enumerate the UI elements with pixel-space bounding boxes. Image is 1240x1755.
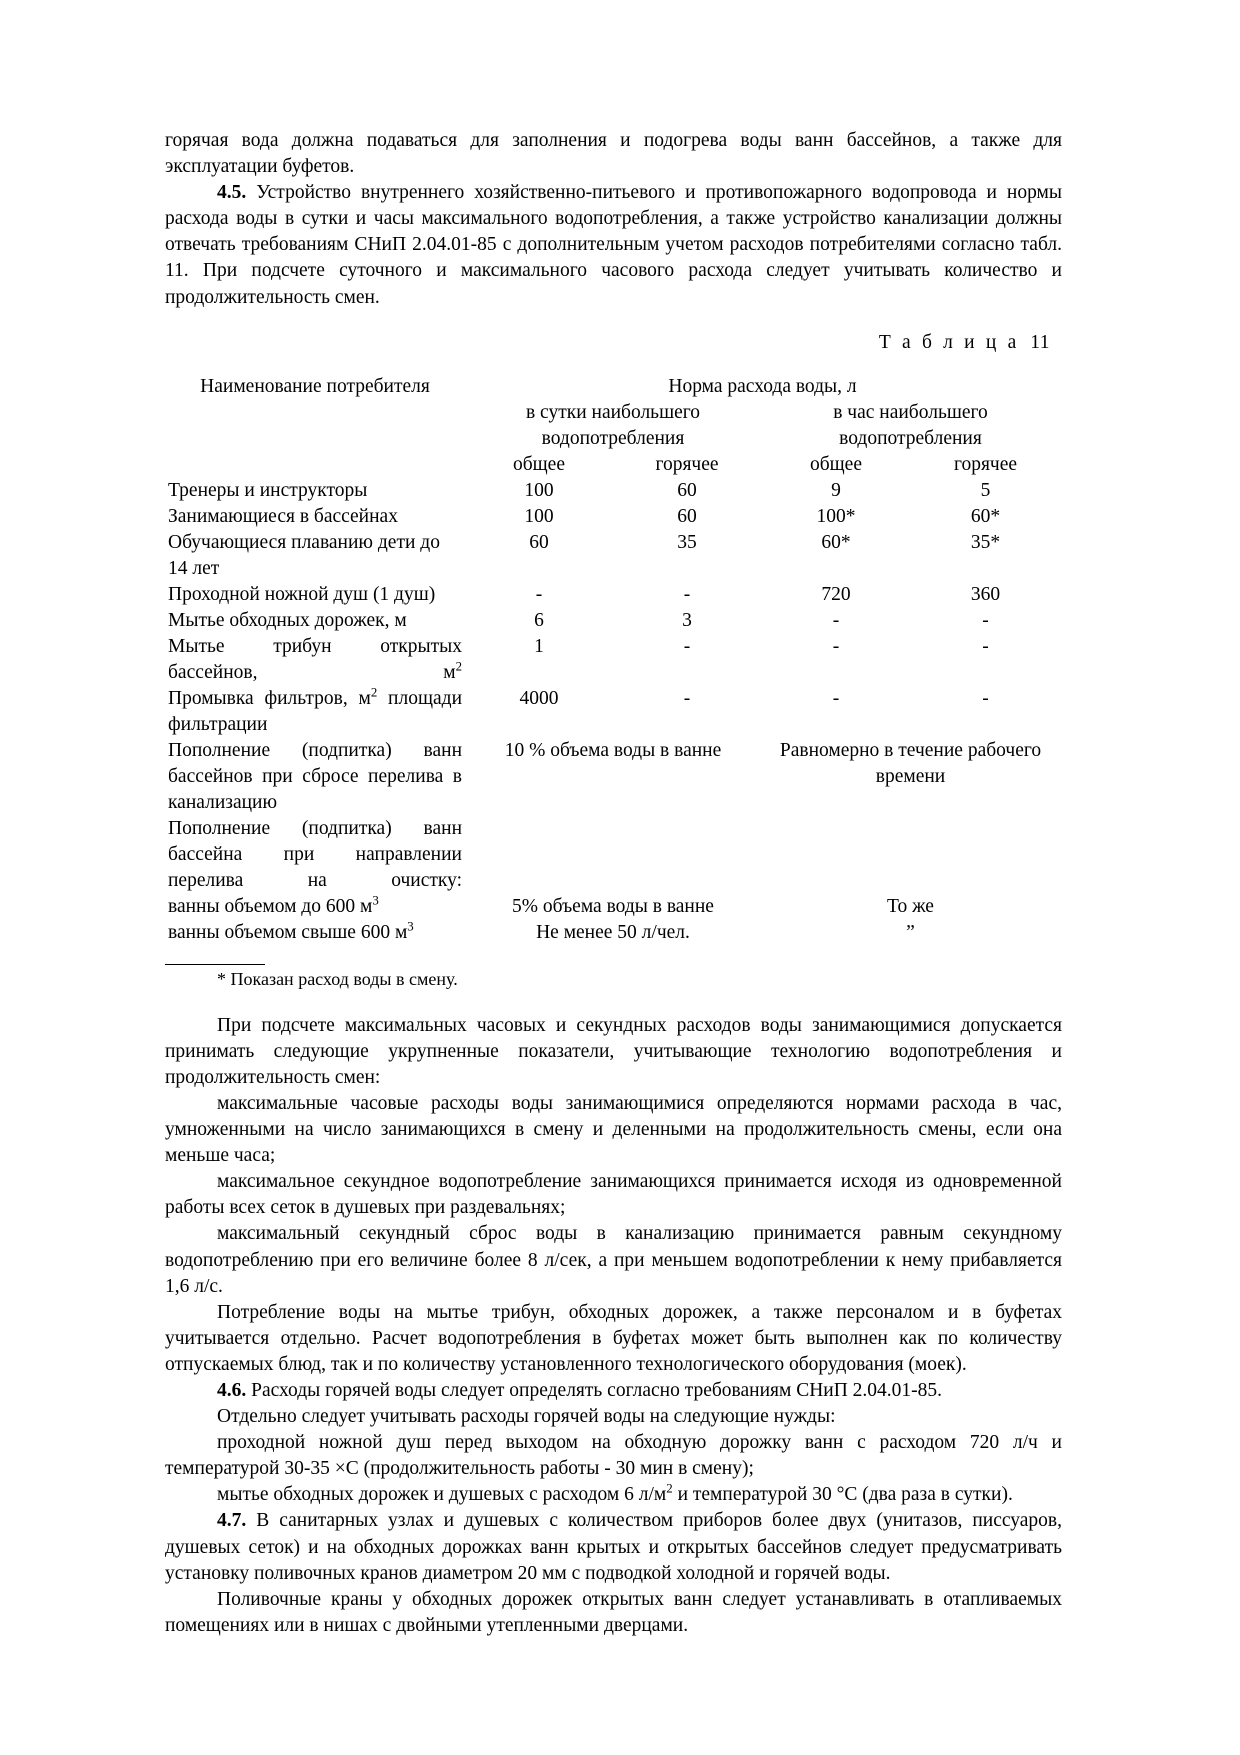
table-caption-number: 11 (1030, 331, 1050, 353)
cell-hour-hot: - (982, 687, 989, 709)
table-caption-label: Т а б л и ц а (878, 331, 1020, 353)
header-cell-hour-total: общее (810, 453, 862, 475)
row-name: ванны объемом до 600 $м^3$ (168, 893, 379, 917)
header-cell-day-hot: горячее (655, 453, 719, 475)
clause-4-5-text: Устройство внутреннего хозяйственно-питьевого и противопожарного водопровода и нормы расхода воды в сутки и часы максимального водопотребления, а также устройство канализации должны отвечать требованиям СНиП 2.04.01-85 с дополнительным учетом расходов потребителями согласно табл. 11. При подсчете суточного и максимального часового расхода следует учитывать количество и продолжительность смен. (165, 182, 1062, 308)
row-name: ванны объемом свыше 600 $м^3$ (168, 919, 414, 943)
cell-hour-merged (761, 816, 1060, 894)
cell-hour-hot: 360 (970, 583, 1001, 605)
footnote-rule (165, 964, 265, 965)
cell-hour-hot: - (982, 609, 989, 631)
cell-day-hot: 35 (677, 531, 697, 553)
table-row (165, 582, 1060, 608)
clause-4-6-number: 4.6. (217, 1379, 247, 1401)
cell-day-hot: - (683, 635, 691, 657)
cell-day-total: 100 (524, 505, 554, 527)
cell-day-total: 6 (534, 609, 544, 631)
cell-hour-hot: 60* (970, 505, 1001, 527)
body-paragraph-4: максимальный секундный сброс воды в канализацию принимается равным секундному водопотреблению при его величине более 8 л/сек, а при меньшем водопотреблении к нему прибавляется 1,6 л/с. (165, 1223, 1062, 1297)
table-11-wrapper (165, 374, 1060, 946)
header-cell-per-day: в сутки наибольшего водопотребления (525, 401, 701, 449)
clause-4-7-number: 4.7. (217, 1510, 247, 1532)
table-row (165, 634, 1060, 686)
cell-hour-hot: - (982, 635, 989, 657)
table-row (165, 686, 1060, 738)
clause-4-6 (165, 1378, 1062, 1404)
paragraph-continued: горячая вода должна подаваться для заполнения и подогрева воды ванн бассейнов, а также для эксплуатации буфетов. (165, 130, 1062, 178)
header-cell-hour-hot: горячее (953, 453, 1018, 475)
cell-day-hot: - (683, 687, 691, 709)
cell-hour-merged: ” (906, 921, 915, 943)
table-row (165, 608, 1060, 634)
cell-hour-hot: 35* (970, 531, 1001, 553)
cell-day-total: 60 (529, 531, 549, 553)
footnote-text: * Показан расход воды в смену. (217, 968, 458, 989)
table-row-merged (165, 894, 1060, 920)
table-row-merged (165, 738, 1060, 816)
header-cell-consumer: Наименование потребителя (200, 375, 430, 397)
row-name: Проходной ножной душ (1 душ) (168, 583, 436, 605)
spacer (165, 991, 1062, 1013)
row-name: Пополнение (подпитка) ванн бассейнов при сбросе перелива в канализацию (168, 739, 462, 813)
cell-hour-total: - (832, 609, 840, 631)
body-paragraph-1: При подсчете максимальных часовых и секундных расходов воды занимающимися допускается принимать следующие укрупненные показатели, учитывающие технологию водопотребления и продолжительность смен: (165, 1014, 1062, 1088)
body-paragraph-2: максимальные часовые расходы воды занимающимися определяются нормами расхода в час, умноженными на число занимающихся в смену и деленными на продолжительность смены, если она меньше часа; (165, 1092, 1062, 1167)
body-paragraph-6: Отдельно следует учитывать расходы горячей воды на следующие нужды: (217, 1406, 836, 1428)
header-cell-norm: Норма расхода воды, л (668, 375, 857, 397)
table-row (165, 530, 1060, 582)
cell-hour-merged: То же (887, 895, 934, 917)
cell-day-hot: - (683, 583, 691, 605)
row-name: Обучающиеся плаванию дети до 14 лет (168, 531, 440, 579)
cell-day-merged: 5% объема воды в ванне (512, 895, 714, 917)
cell-hour-total: 100* (816, 505, 856, 527)
cell-hour-merged: Равномерно в течение рабочего времени (779, 739, 1042, 787)
cell-day-total: 100 (524, 479, 554, 501)
row-name: Занимающиеся в бассейнах (168, 505, 398, 527)
clause-4-6-text: Расходы горячей воды следует определять согласно требованиям СНиП 2.04.01-85. (246, 1379, 943, 1401)
cell-hour-total: - (832, 635, 840, 657)
header-cell-day-total: общее (513, 453, 565, 475)
clause-4-7-text: В санитарных узлах и душевых с количеством приборов более двух (унитазов, писсуаров, душевых сеток) и на обходных дорожках ванн крытых и открытых бассейнов следует предусматривать установку поливочных кранов диаметром 20 мм с подводкой холодной и горячей воды. (165, 1510, 1062, 1584)
cell-day-merged: Не менее 50 л/чел. (536, 921, 690, 943)
body-paragraph-8-exponent: 2 (666, 1481, 673, 1496)
row-name: Промывка фильтров, $м^2$ площади фильтрации (168, 685, 463, 735)
table-11 (165, 374, 1060, 946)
row-name: Мытье трибун открытых бассейнов, $м^2$ (168, 635, 462, 683)
body-paragraph-8 (165, 1482, 1062, 1508)
body-paragraph-8-pre: мытье обходных дорожек и душевых с расходом 6 л/м (217, 1484, 667, 1506)
body-paragraph-9: Поливочные краны у обходных дорожек открытых ванн следует устанавливать в отапливаемых помещениях или в нишах с двойными утепленными дверцами. (165, 1588, 1062, 1636)
cell-day-merged (465, 816, 761, 894)
body-paragraph-5: Потребление воды на мытье трибун, обходных дорожек, а также персоналом и в буфетах учитывается отдельно. Расчет водопотребления в буфетах может быть выполнен как по количеству отпускаемых блюд, так и по количеству установленного технологического оборудования (моек). (165, 1301, 1062, 1375)
header-cell-per-hour: в час наибольшего водопотребления (833, 401, 988, 449)
row-name: Пополнение (подпитка) ванн бассейна при направлении перелива на очистку: (168, 817, 462, 891)
cell-hour-total: 60* (821, 531, 851, 553)
clause-4-5-number: 4.5. (217, 182, 247, 204)
cell-day-hot: 60 (677, 479, 697, 501)
cell-hour-total: 720 (821, 583, 851, 605)
table-header-row-1 (165, 374, 1060, 400)
cell-hour-total: - (832, 687, 840, 709)
table-row-merged (165, 816, 1060, 894)
body-paragraph-8-post: и температурой 30 °C (два раза в сутки). (672, 1484, 1013, 1506)
clause-4-5 (165, 180, 1062, 310)
cell-day-total: 1 (534, 635, 544, 657)
clause-4-7 (165, 1508, 1062, 1586)
cell-day-merged: 10 % объема воды в ванне (504, 739, 722, 761)
table-row (165, 478, 1060, 504)
table-row (165, 504, 1060, 530)
cell-day-total: 4000 (519, 687, 559, 709)
cell-day-hot: 60 (677, 505, 697, 527)
body-paragraph-7: проходной ножной душ перед выходом на обходную дорожку ванн с расходом 720 л/ч и температурой 30-35 ×С (продолжительность работы - 30 мин в смену); (165, 1432, 1062, 1480)
cell-day-total: - (535, 583, 543, 605)
row-name: Тренеры и инструкторы (168, 479, 368, 501)
cell-day-hot: 3 (682, 609, 692, 631)
cell-hour-total: 9 (831, 479, 841, 501)
body-paragraph-3: максимальное секундное водопотребление занимающихся принимается исходя из одновременной работы всех сеток в душевых при раздевальнях; (165, 1171, 1062, 1219)
table-caption (165, 332, 1062, 354)
table-row-merged (165, 920, 1060, 946)
row-name: Мытье обходных дорожек, м (168, 609, 407, 631)
cell-hour-hot: 5 (980, 479, 991, 501)
